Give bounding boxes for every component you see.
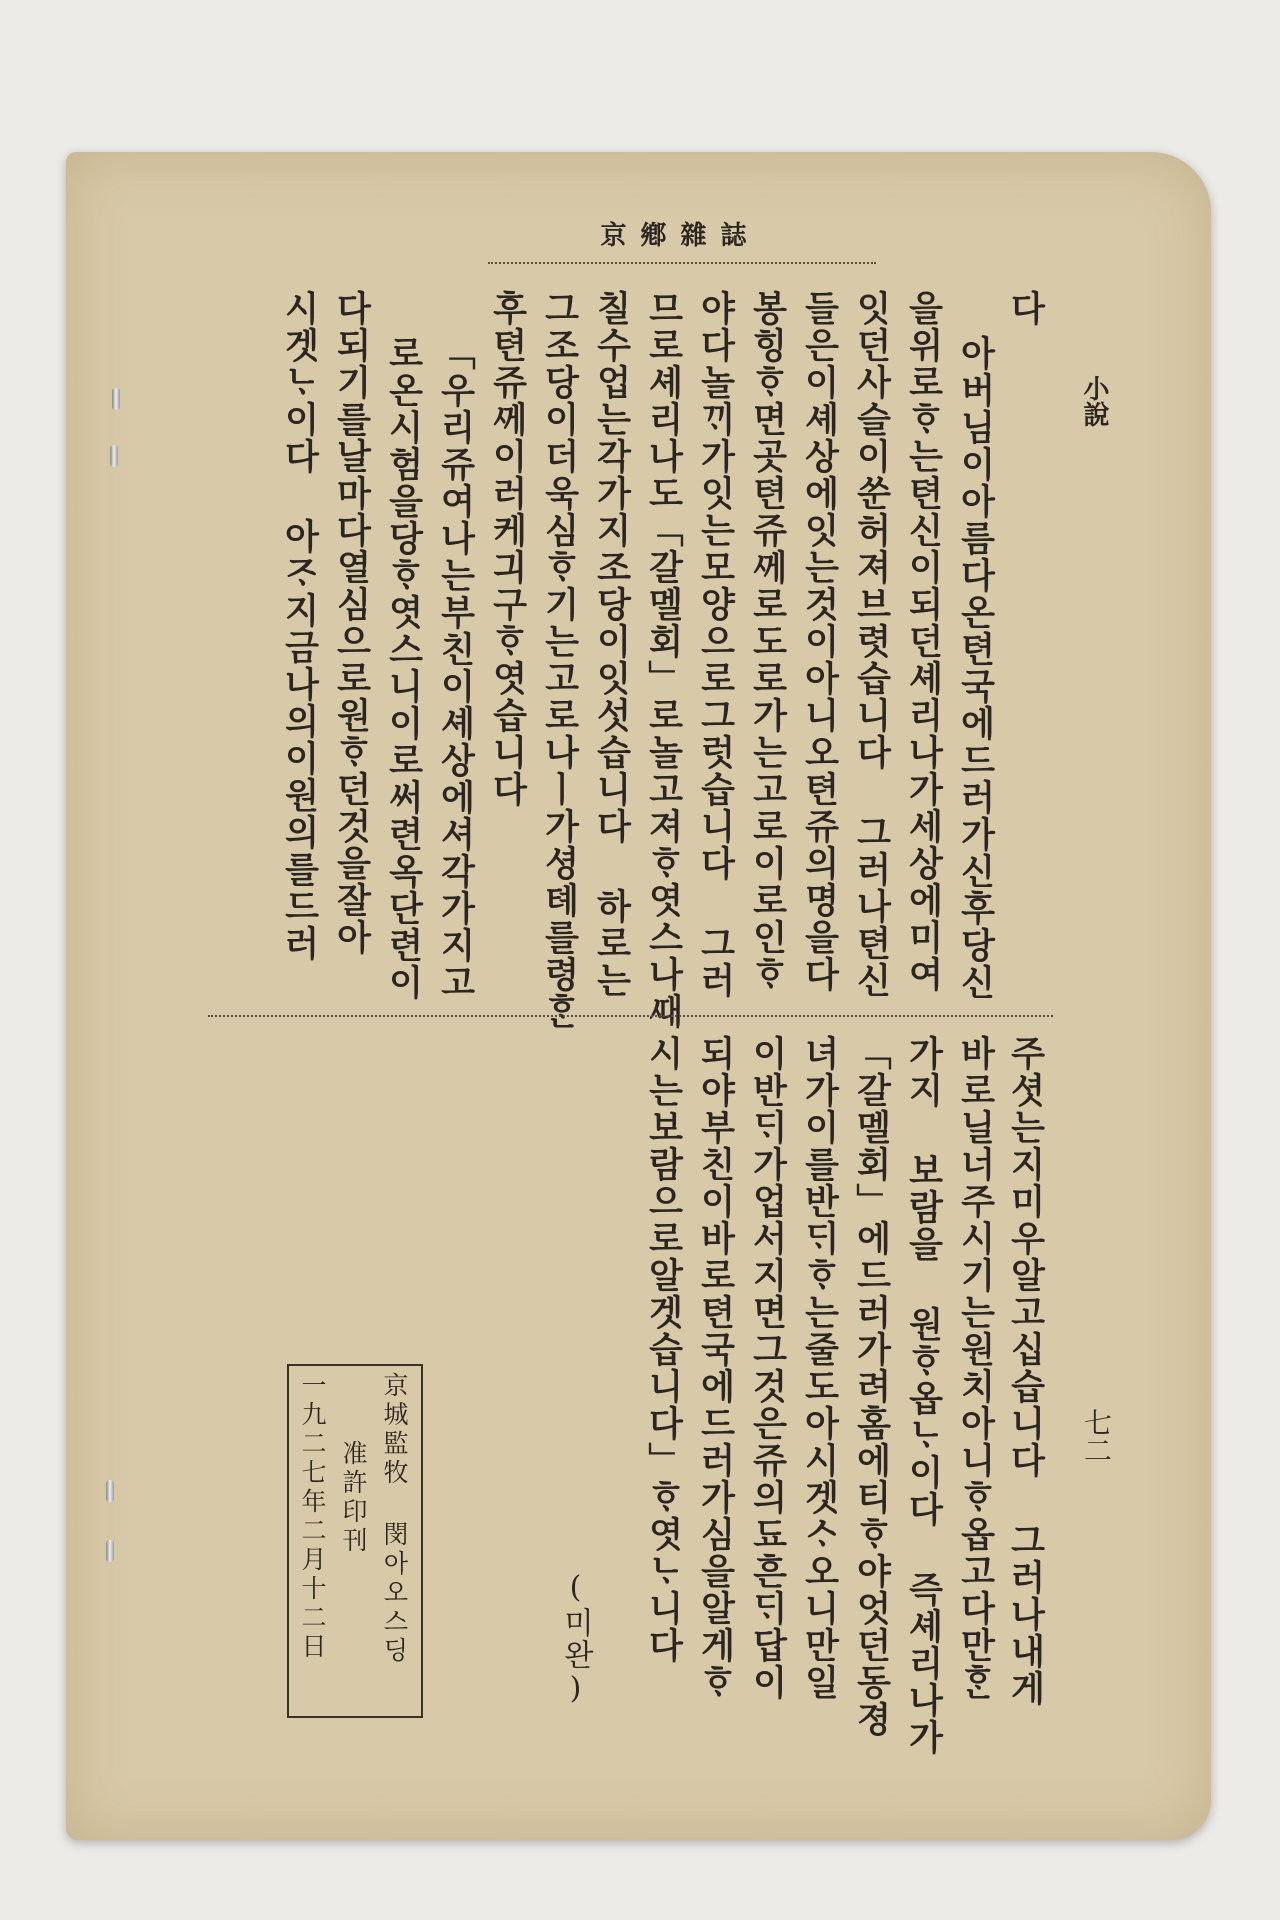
- journal-header-title: 京鄕雜誌: [600, 221, 761, 251]
- lower-column-5: 녀가이를반ᄃᆡᄒᆞ는줄도아시겟ᄉᆞ오니만일: [799, 1035, 840, 1701]
- lower-column-8: 시는보람으로알겟습니다」ᄒᆞ엿ᄂᆞ니다: [643, 1035, 684, 1664]
- incomplete-note: (미완): [558, 1570, 593, 1708]
- upper-column-7: 야다놀ᄁᆡ가잇는모양으로그럿습니다 그러: [695, 290, 736, 999]
- upper-column-10: 그조당이더욱심ᄒᆞ기는고로나ㅣ가셩톄를령ᄒᆞᆫ: [539, 290, 580, 1030]
- section-divider: [208, 1015, 1053, 1017]
- imprint-line-3: 一九二七年二月十二日: [298, 1372, 327, 1662]
- upper-column-13: 로온시험을당ᄒᆞ엿스니이로써련옥단련이: [383, 335, 424, 1001]
- corner-label: 小說: [1079, 375, 1109, 427]
- staple-lower: [106, 1480, 114, 1502]
- imprint-line-2: 准許印刊: [339, 1440, 368, 1556]
- upper-column-4: 잇던사슬이쑨허져브렷습니다 그러나텬신: [851, 290, 892, 999]
- lower-column-1: 주셧는지미우알고십습니다 그러나내게: [1005, 1035, 1046, 1707]
- upper-column-1: 다: [1005, 290, 1046, 327]
- upper-column-8: 므로셰리나도「갈멜회」로놀고져ᄒᆞ엿스나ᄯᅢ: [643, 290, 684, 1030]
- upper-column-9: 칠수업는각가지조당이잇섯습니다 하로는: [591, 290, 632, 999]
- upper-column-15: 시겟ᄂᆞ이다 아ᄌᆞ지금나의이원의를드러: [279, 290, 320, 962]
- lower-column-7: 되야부친이바로텬국에드러가심을알게ᄒᆞ: [695, 1035, 736, 1701]
- lower-column-6: 이반ᄃᆡ가업서지면그것은쥬의됴흔ᄃᆡ답이: [747, 1035, 788, 1701]
- upper-column-12: 「우리쥬여나는부친이셰상에셔각가지고: [435, 335, 476, 1001]
- lower-column-3: 가지 보람을 원ᄒᆞ옵ᄂᆞ이다 즉셰리나가: [903, 1035, 944, 1756]
- lower-column-4: 「갈멜회」에드러가려홈에티ᄒᆞ야엇던동졍: [851, 1035, 892, 1738]
- upper-column-2: 아버님이아름다온텬국에드러가신후당신: [955, 335, 996, 1001]
- imprint-line-1: 京城監牧 閔아오스딩: [380, 1372, 409, 1666]
- staple-top: [112, 388, 120, 410]
- upper-column-3: 을위로ᄒᆞ는텬신이되던셰리나가세상에미여: [903, 290, 944, 993]
- header-underline: [488, 262, 876, 264]
- lower-column-2: 바로닐너주시기는원치아니ᄒᆞ옵고다만ᄒᆞᆫ: [955, 1035, 996, 1701]
- page-number: 七二: [1080, 1408, 1113, 1464]
- staple-middle: [110, 445, 118, 467]
- upper-column-11: 후텬쥬ᄭᅦ이러케긔구ᄒᆞ엿습니다: [487, 290, 528, 808]
- upper-column-14: 다되기를날마다열심으로원ᄒᆞ던것을잘아: [331, 290, 372, 956]
- upper-column-5: 들은이셰상에잇는것이아니오텬쥬의명을다: [799, 290, 840, 993]
- staple-bottom: [106, 1540, 114, 1562]
- upper-column-6: 봉힝ᄒᆞ면곳텬쥬ᄭᅦ로도로가는고로이로인ᄒᆞ: [747, 290, 788, 993]
